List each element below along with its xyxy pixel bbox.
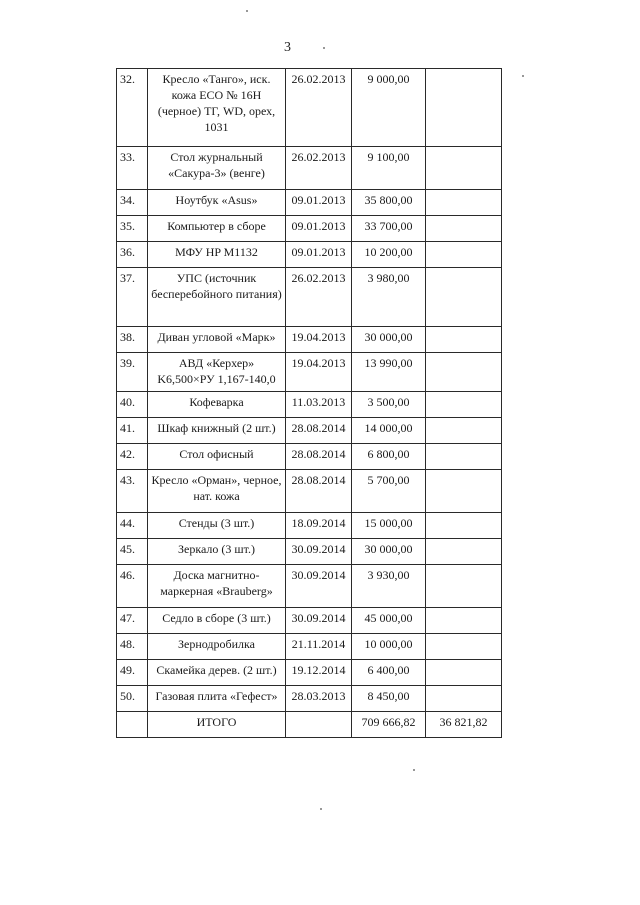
table-row: [117, 660, 502, 686]
item-cost: 3 500,00: [352, 392, 426, 418]
item-cost: 5 700,00: [352, 470, 426, 513]
table-row: [117, 327, 502, 353]
item-cost: 6 800,00: [352, 444, 426, 470]
item-name: Стол журнальный «Сакура-3» (венге): [148, 147, 286, 190]
item-date: 28.08.2014: [286, 418, 352, 444]
item-date: 09.01.2013: [286, 216, 352, 242]
row-number: 39.: [117, 353, 148, 392]
item-date: 28.03.2013: [286, 686, 352, 712]
row-number: 33.: [117, 147, 148, 190]
row-number: 40.: [117, 392, 148, 418]
table-row: [117, 242, 502, 268]
item-extra: [426, 216, 502, 242]
item-cost: 6 400,00: [352, 660, 426, 686]
item-extra: [426, 242, 502, 268]
item-date: 19.12.2014: [286, 660, 352, 686]
item-date: 21.11.2014: [286, 634, 352, 660]
item-name: Ноутбук «Asus»: [148, 190, 286, 216]
item-name: Доска магнитно-маркерная «Brauberg»: [148, 565, 286, 608]
total-cost: 709 666,82: [352, 712, 426, 738]
table-row: [117, 392, 502, 418]
item-extra: [426, 353, 502, 392]
row-number: 38.: [117, 327, 148, 353]
item-name: Стенды (3 шт.): [148, 513, 286, 539]
item-extra: [426, 660, 502, 686]
item-extra: [426, 418, 502, 444]
item-extra: [426, 444, 502, 470]
row-number: 46.: [117, 565, 148, 608]
table-row: [117, 539, 502, 565]
item-cost: 10 000,00: [352, 634, 426, 660]
row-number: 41.: [117, 418, 148, 444]
total-date-cell: [286, 712, 352, 738]
item-name: АВД «Керхер» K6,500×РУ 1,167-140,0: [148, 353, 286, 392]
item-cost: 35 800,00: [352, 190, 426, 216]
item-extra: [426, 147, 502, 190]
item-date: 30.09.2014: [286, 539, 352, 565]
item-date: 30.09.2014: [286, 565, 352, 608]
total-label: ИТОГО: [148, 712, 286, 738]
table-row: [117, 190, 502, 216]
page-number: 3: [284, 40, 291, 55]
row-number: 47.: [117, 608, 148, 634]
scan-speck: [413, 769, 415, 771]
item-cost: 3 930,00: [352, 565, 426, 608]
item-extra: [426, 539, 502, 565]
item-extra: [426, 565, 502, 608]
item-cost: 30 000,00: [352, 539, 426, 565]
row-number: 48.: [117, 634, 148, 660]
table-row: [117, 470, 502, 513]
table-row: [117, 608, 502, 634]
total-extra: 36 821,82: [426, 712, 502, 738]
item-date: 26.02.2013: [286, 268, 352, 327]
row-number: 36.: [117, 242, 148, 268]
row-number: 32.: [117, 69, 148, 147]
item-name: УПС (источник бесперебойного питания): [148, 268, 286, 327]
item-name: Газовая плита «Гефест»: [148, 686, 286, 712]
item-name: Диван угловой «Марк»: [148, 327, 286, 353]
item-name: Зернодробилка: [148, 634, 286, 660]
table-row: [117, 513, 502, 539]
item-cost: 13 990,00: [352, 353, 426, 392]
row-number: 35.: [117, 216, 148, 242]
item-cost: 9 100,00: [352, 147, 426, 190]
item-name: МФУ HP M1132: [148, 242, 286, 268]
item-date: 28.08.2014: [286, 444, 352, 470]
item-name: Кресло «Орман», черное, нат. кожа: [148, 470, 286, 513]
table-row: [117, 147, 502, 190]
table-row: [117, 268, 502, 327]
item-name: Шкаф книжный (2 шт.): [148, 418, 286, 444]
row-number: 49.: [117, 660, 148, 686]
item-extra: [426, 513, 502, 539]
item-date: 11.03.2013: [286, 392, 352, 418]
item-name: Стол офисный: [148, 444, 286, 470]
item-date: 19.04.2013: [286, 327, 352, 353]
item-name: Кофеварка: [148, 392, 286, 418]
item-extra: [426, 327, 502, 353]
table-row: [117, 418, 502, 444]
item-extra: [426, 190, 502, 216]
item-name: Седло в сборе (3 шт.): [148, 608, 286, 634]
row-number: 37.: [117, 268, 148, 327]
item-date: 19.04.2013: [286, 353, 352, 392]
item-date: 09.01.2013: [286, 190, 352, 216]
table-row: [117, 565, 502, 608]
item-extra: [426, 392, 502, 418]
item-date: 18.09.2014: [286, 513, 352, 539]
item-date: 30.09.2014: [286, 608, 352, 634]
item-extra: [426, 686, 502, 712]
scan-speck: [323, 47, 325, 49]
item-name: Зеркало (3 шт.): [148, 539, 286, 565]
item-cost: 30 000,00: [352, 327, 426, 353]
row-number: 50.: [117, 686, 148, 712]
item-cost: 14 000,00: [352, 418, 426, 444]
table-row: [117, 353, 502, 392]
item-extra: [426, 608, 502, 634]
total-number-cell: [117, 712, 148, 738]
row-number: 42.: [117, 444, 148, 470]
scan-speck: [320, 808, 322, 810]
inventory-table: [116, 68, 502, 738]
item-cost: 10 200,00: [352, 242, 426, 268]
item-cost: 8 450,00: [352, 686, 426, 712]
table-row: [117, 634, 502, 660]
item-extra: [426, 268, 502, 327]
table-row: [117, 686, 502, 712]
item-name: Скамейка дерев. (2 шт.): [148, 660, 286, 686]
item-date: 28.08.2014: [286, 470, 352, 513]
item-cost: 33 700,00: [352, 216, 426, 242]
item-cost: 15 000,00: [352, 513, 426, 539]
item-cost: 9 000,00: [352, 69, 426, 147]
scan-speck: [246, 10, 248, 12]
row-number: 45.: [117, 539, 148, 565]
table-row: [117, 444, 502, 470]
item-extra: [426, 69, 502, 147]
total-row: [117, 712, 502, 738]
item-extra: [426, 634, 502, 660]
item-name: Компьютер в сборе: [148, 216, 286, 242]
item-cost: 45 000,00: [352, 608, 426, 634]
scan-speck: [522, 75, 524, 77]
item-date: 26.02.2013: [286, 69, 352, 147]
item-date: 26.02.2013: [286, 147, 352, 190]
table-row: [117, 216, 502, 242]
item-name: Кресло «Танго», иск. кожа ECO № 16H (черное) ТГ, WD, орех, 1031: [148, 69, 286, 147]
table-row: [117, 69, 502, 147]
row-number: 43.: [117, 470, 148, 513]
item-extra: [426, 470, 502, 513]
item-cost: 3 980,00: [352, 268, 426, 327]
item-date: 09.01.2013: [286, 242, 352, 268]
row-number: 34.: [117, 190, 148, 216]
row-number: 44.: [117, 513, 148, 539]
